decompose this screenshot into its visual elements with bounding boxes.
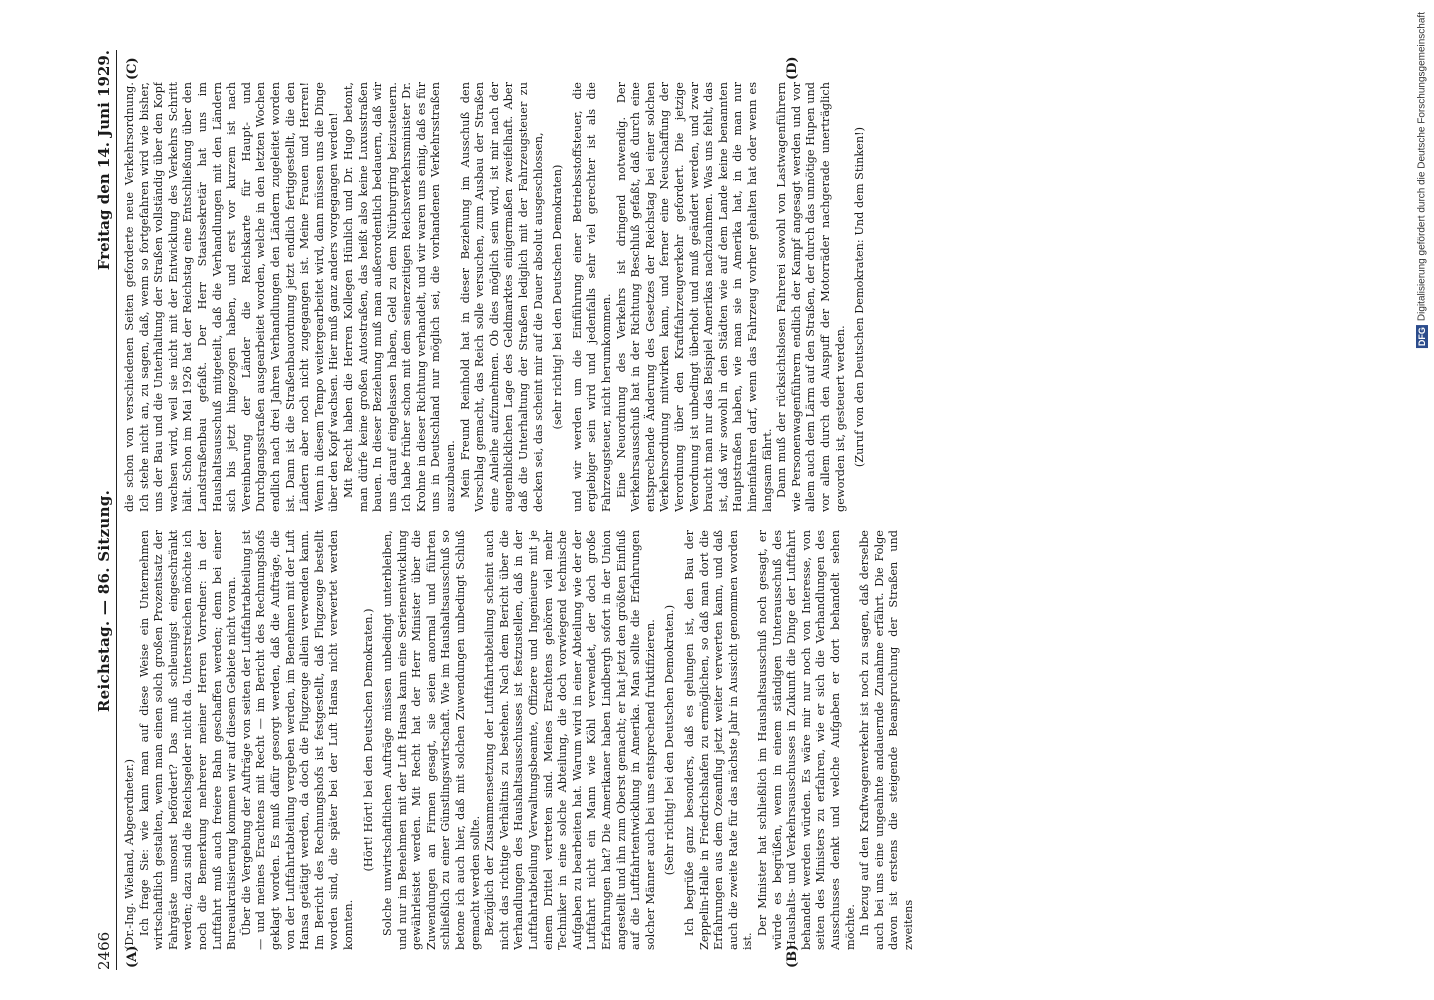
page-header xyxy=(85,50,117,970)
margin-marker-c: (C) xyxy=(125,57,140,80)
page-number: 2466 xyxy=(95,931,113,970)
paragraph: Der Minister hat schließlich im Haushaltsausschuß noch gesagt, er würde es begrüßen, wenn in einem ständigen Unterausschuß des Haushalts- und Verkehrsausschusses in Zukunft die Dinge der Luftfahrt behandelt werden würden. Es wäre mir nur noch von Interesse, von seiten des Ministers zu erfahren, wie er sich die Verhandlungen des Ausschusses denkt und welche Aufgaben er dort behandelt sehen möchte. xyxy=(755,530,857,950)
interjection: (Zuruf von den Deutschen Demokraten: Und dem Stinken!) xyxy=(853,126,867,468)
session-date: Freitag den 14. Juni 1929. xyxy=(95,50,113,271)
interjection: (Hört! Hört! bei den Deutschen Demokraten.) xyxy=(361,608,375,872)
paragraph: Mit Recht haben die Herren Kollegen Hünlich und Dr. Hugo betont, man dürfe keine großen Autostraßen, das heißt also keine Luxusstraßen bauen. In dieser Beziehung muß man außerordentlich bedauern, daß wir uns darauf eingelassen haben, Geld zu dem Nürburgring beizusteuern. Ich habe früher schon mit dem seinerzeitigen Reichsverkehrsminister Dr. Krohne in dieser Richtung verhandelt, und wir waren uns einig, daß es für uns in Deutschland nur möglich sei, die vorhandenen Verkehrsstraßen auszubauen. xyxy=(341,82,458,512)
paragraph: Bezüglich der Zusammensetzung der Luftfahrtabteilung scheint auch nicht das richtige Verhältnis zu bestehen. Nach dem Bericht über die Verhandlungen des Haushaltsausschusses ist festzustellen, daß in der Luftfahrtabteilung Verwaltungsbeamte, Offiziere und Ingenieure mit je einem Drittel vertreten sind. Meines Erachtens gehören viel mehr Techniker in eine solche Abteilung, die doch vorwiegend technische Aufgaben zu bearbeiten hat. Warum wird in einer Abteilung wie der der Luftfahrt nicht ein Mann wie Köhl verwendet, der doch große Erfahrungen hat? Die Amerikaner haben Lindbergh sofort in der Union angestellt und ihn zum Oberst gemacht; er hat jetzt den größten Einfluß auf die Luftfahrtentwicklung in Amerika. Man sollte die Erfahrungen solcher Männer auch bei uns entsprechend fruktifizieren. xyxy=(483,530,657,950)
left-column xyxy=(123,530,1434,950)
paragraph: Dann muß der rücksichtslosen Fahrerei sowohl von Lastwagenführern wie Personenwagenführern endlich der Kampf angesagt werden und vor allem auch dem Lärm auf den Straßen, der durch das unnötige Hupen und vor allem durch den Auspuff der Motorräder nachgerade unerträglich geworden ist, gesteuert werden. xyxy=(775,82,847,512)
paragraph: Mein Freund Reinhold hat in dieser Beziehung im Ausschuß den Vorschlag gemacht, das Reich solle versuchen, zum Ausbau der Straßen eine Anleihe aufzunehmen. Ob dies möglich sein wird, ist mir nach der augenblicklichen Lage des Geldmarktes einigermaßen zweifelhaft. Aber daß die Unterhaltung der Straßen lediglich mit der Fahrzeugsteuer zu decken sei, das scheint mir auf die Dauer absolut ausgeschlossen, xyxy=(458,82,545,512)
paragraph: Ich begrüße ganz besonders, daß es gelungen ist, den Bau der Zeppelin-Halle in Friedrichshafen zu ermöglichen, so daß man dort die Erfahrungen aus dem Ozeanflug jetzt weiter verwerten kann, und daß auch die zweite Rate für das nächste Jahr in Aussicht genommen worden ist. xyxy=(682,530,755,950)
digitization-stamp xyxy=(1416,12,1428,348)
margin-marker-b: (B) xyxy=(785,944,800,968)
paragraph: In bezug auf den Kraftwagenverkehr ist noch zu sagen, daß derselbe auch bei uns eine ungeahnte andauernde Zunahme erfährt. Die Folge davon ist erstens die steigende Beanspruchung der Straßen und zweitens xyxy=(858,530,915,950)
paragraph: Ich frage Sie: wie kann man auf diese Weise ein Unternehmen wirtschaftlich gestalten, wenn man einen solch großen Prozentsatz der Fahrgäste umsonst befördert? Das muß schleunigst eingeschränkt werden; dazu sind die Reichsgelder nicht da. Unterstreichen möchte ich noch die Bemerkung mehrerer meiner Herren Vorredner: in der Luftfahrt muß auch freiere Bahn geschaffen werden; denn bei einer Bureaukratisierung kommen wir auf diesem Gebiete nicht voran. xyxy=(137,530,239,950)
paragraph: Eine Neuordnung des Verkehrs ist dringend notwendig. Der Verkehrsausschuß hat in der Richtung Beschluß gefaßt, daß durch eine entsprechende Änderung des Gesetzes der Reichstag bei einer solchen Verkehrsordnung mitwirken kann, und ferner eine Neuschaffung der Verordnung über den Kraftfahrzeugverkehr gefordert. Die jetzige Verordnung ist unbedingt überholt und muß geändert werden, und zwar braucht man nur das Beispiel Amerikas nachzuahmen. Was uns fehlt, das ist, daß wir sowohl in den Städten wie auf dem Lande keine benannten Hauptstraßen haben, wie man sie in Amerika hat, in die man nur hineinfahren darf, wenn das Fahrzeug vorher gehalten hat oder wenn es langsam fährt. xyxy=(614,82,774,512)
rotated-page xyxy=(85,50,1434,970)
interjection: (Sehr richtig! bei den Deutschen Demokraten.) xyxy=(663,604,677,876)
paragraph: Über die Vergebung der Aufträge von seiten der Luftfahrtabteilung ist — und meines Erachtens mit Recht — im Bericht des Rechnungshofs geklagt worden. Es muß dafür gesorgt werden, daß die Aufträge, die von der Luftfahrtabteilung vergeben werden, im Benehmen mit der Luft Hansa getätigt werden, da doch die Flugzeuge allein verwenden kann. Im Bericht des Rechnungshofs ist festgestellt, daß Flugzeuge bestellt worden sind, die später bei der Luft Hansa nicht verwertet werden konnten. xyxy=(239,530,355,950)
speaker-line: (Dr.-Ing. Wieland, Abgeordneter.) xyxy=(123,758,136,950)
right-column xyxy=(123,82,1434,512)
paragraph: Solche unwirtschaftlichen Aufträge müssen unbedingt unterbleiben, und nur im Benehmen mit der Luft Hansa kann eine Serienentwicklung gewährleistet werden. Mit Recht hat der Herr Minister über die Zuwendungen an Firmen gesagt, sie seien anormal und führten schließlich zu einer Günstlingswirtschaft. Wie im Haushaltsausschuß so betone ich auch hier, daß mit solchen Zuwendungen unbedingt Schluß gemacht werden sollte. xyxy=(381,530,482,950)
session-title: Reichstag. — 86. Sitzung. xyxy=(95,489,113,713)
margin-marker-a: (A) xyxy=(125,945,140,968)
interjection: (sehr richtig! bei den Deutschen Demokraten) xyxy=(551,164,565,430)
dfg-logo: DFG xyxy=(1417,327,1427,347)
stamp-text: Digitalisierung gefördert durch die Deutsche Forschungsgemeinschaft xyxy=(1416,12,1428,322)
paragraph: die schon von verschiedenen Seiten geforderte neue Verkehrsordnung. Ich stehe nicht an, zu sagen, daß, wenn so fortgefahren wird wie bisher, uns der Bau und die Unterhaltung der Straßen vollständig über den Kopf wachsen wird, weil sie nicht mit der Entwicklung des Verkehrs Schritt hält. Schon im Mai 1926 hat der Reichstag eine Entschließung über den Landstraßenbau gefaßt. Der Herr Staatssekretär hat uns im Haushaltsausschuß mitgeteilt, daß die Verhandlungen mit den Ländern sich bis jetzt hingezogen haben, und erst vor kurzem ist nach Vereinbarung der Länder die Reichskarte für Haupt- und Durchgangsstraßen ausgearbeitet worden, welche in den letzten Wochen endlich nach drei Jahren Verhandlungen den Ländern zugeleitet worden ist. Dann ist die Straßenbauordnung jetzt endlich fertiggestellt, die den Ländern aber noch nicht zugegangen ist. Meine Frauen und Herren! Wenn in diesem Tempo weitergearbeitet wird, dann müssen uns die Dinge über den Kopf wachsen. Hier muß ganz anders vorgegangen werden! xyxy=(123,82,341,512)
paragraph: und wir werden um die Einführung einer Betriebsstoffsteuer, die ergiebiger sein wird und jedenfalls sehr viel gerechter ist als die Fahrzeugsteuer, nicht herumkommen. xyxy=(570,82,613,512)
margin-marker-d: (D) xyxy=(785,56,800,80)
